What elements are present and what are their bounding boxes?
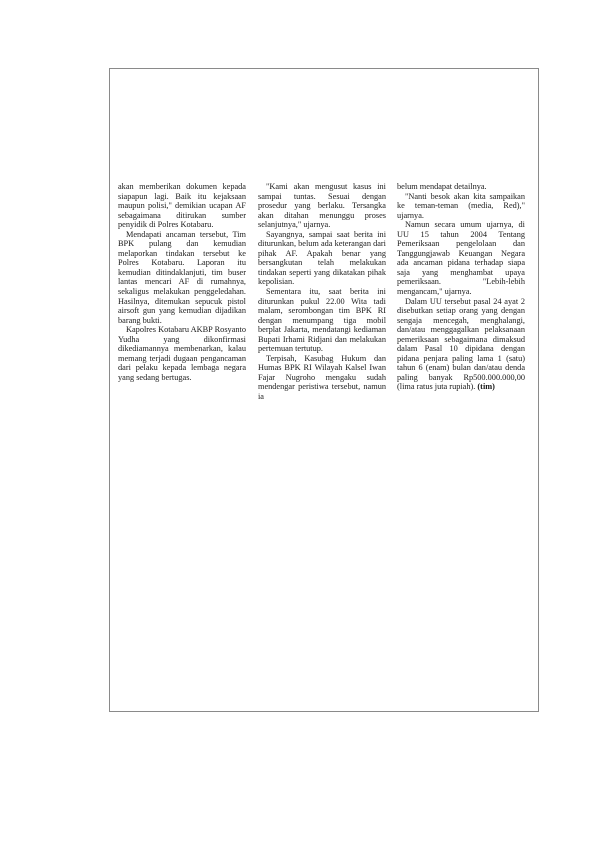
- paragraph: belum mendapat detailnya.: [397, 182, 487, 191]
- paragraph: Sayangnya, sampai saat berita ini diturunkan, belum ada keterangan dari pihak AF. Apakah benar yang bersangkutan telah melakukan tindakan seperti yang dikatakan pihak kepolisian.: [258, 229, 386, 287]
- paragraph: "Nanti besok akan kita sampaikan ke teman-teman (media, Red)," ujarnya.: [397, 191, 525, 220]
- paragraph: Mendapati ancaman tersebut, Tim BPK pulang dan kemudian melaporkan tindakan tersebut ke Polres Kotabaru. Laporan itu kemudian ditindaklanjuti, tim buser lantas mencari AF di rumahnya, sekaligus melakukan penggeledahan. Hasilnya, ditemukan sepucuk pistol airsoft gun yang kemudian dijadikan barang bukti.: [118, 229, 246, 325]
- article-column-2: [258, 182, 386, 402]
- byline: (tim): [477, 382, 495, 392]
- paragraph: Kapolres Kotabaru AKBP Rosyanto Yudha yang dikonfirmasi dikediamannya membenarkan, kalau memang terjadi dugaan pengancaman dari pelaku kepada lembaga negara yang sedang bertugas.: [118, 325, 246, 382]
- paragraph: Sementara itu, saat berita ini diturunkan pukul 22.00 Wita tadi malam, serombongan tim BPK RI dengan menumpang tiga mobil berplat Jakarta, mendatangi kediaman Bupati Irhami Ridjani dan melakukan pertemuan tertutup.: [258, 287, 386, 354]
- paragraph: Namun secara umum ujarnya, di UU 15 tahun 2004 Tentang Pemeriksaan pengelolaan dan Tanggungjawab Keuangan Negara ada ancaman pidana terhadap siapa saja yang menghambat upaya pemeriksaan. "Lebih-lebih mengancam," ujarnya.: [397, 220, 525, 297]
- paragraph: [397, 297, 525, 392]
- paragraph: "Kami akan mengusut kasus ini sampai tuntas. Sesuai dengan prosedur yang berlaku. Tersangka akan ditahan menunggu proses selanjutnya," ujarnya.: [258, 182, 386, 230]
- article-column-1: [118, 182, 246, 382]
- paragraph-text: Dalam UU tersebut pasal 24 ayat 2 disebutkan setiap orang yang dengan sengaja mencegah, menghalangi, dan/atau menggagalkan pelaksanaan pemeriksaan sebagaimana dimaksud dalam Pasal 10 dipidana dengan pidana penjara paling lama 1 (satu) tahun 6 (enam) bulan dan/atau denda paling banyak Rp500.000.000,00 (lima ratus juta rupiah).: [397, 296, 525, 392]
- article-column-3: [397, 182, 525, 392]
- paragraph: Terpisah, Kasubag Hukum dan Humas BPK RI Wilayah Kalsel Iwan Fajar Nugroho mengaku sudah mendengar peristiwa tersebut, namun ia: [258, 353, 386, 402]
- paragraph: akan memberikan dokumen kepada siapapun lagi. Baik itu kejaksaan maupun polisi," demikian ucapan AF sebagaimana ditirukan sumber penyidik di Polres Kotabaru.: [118, 182, 246, 230]
- article-clipping: [118, 182, 527, 422]
